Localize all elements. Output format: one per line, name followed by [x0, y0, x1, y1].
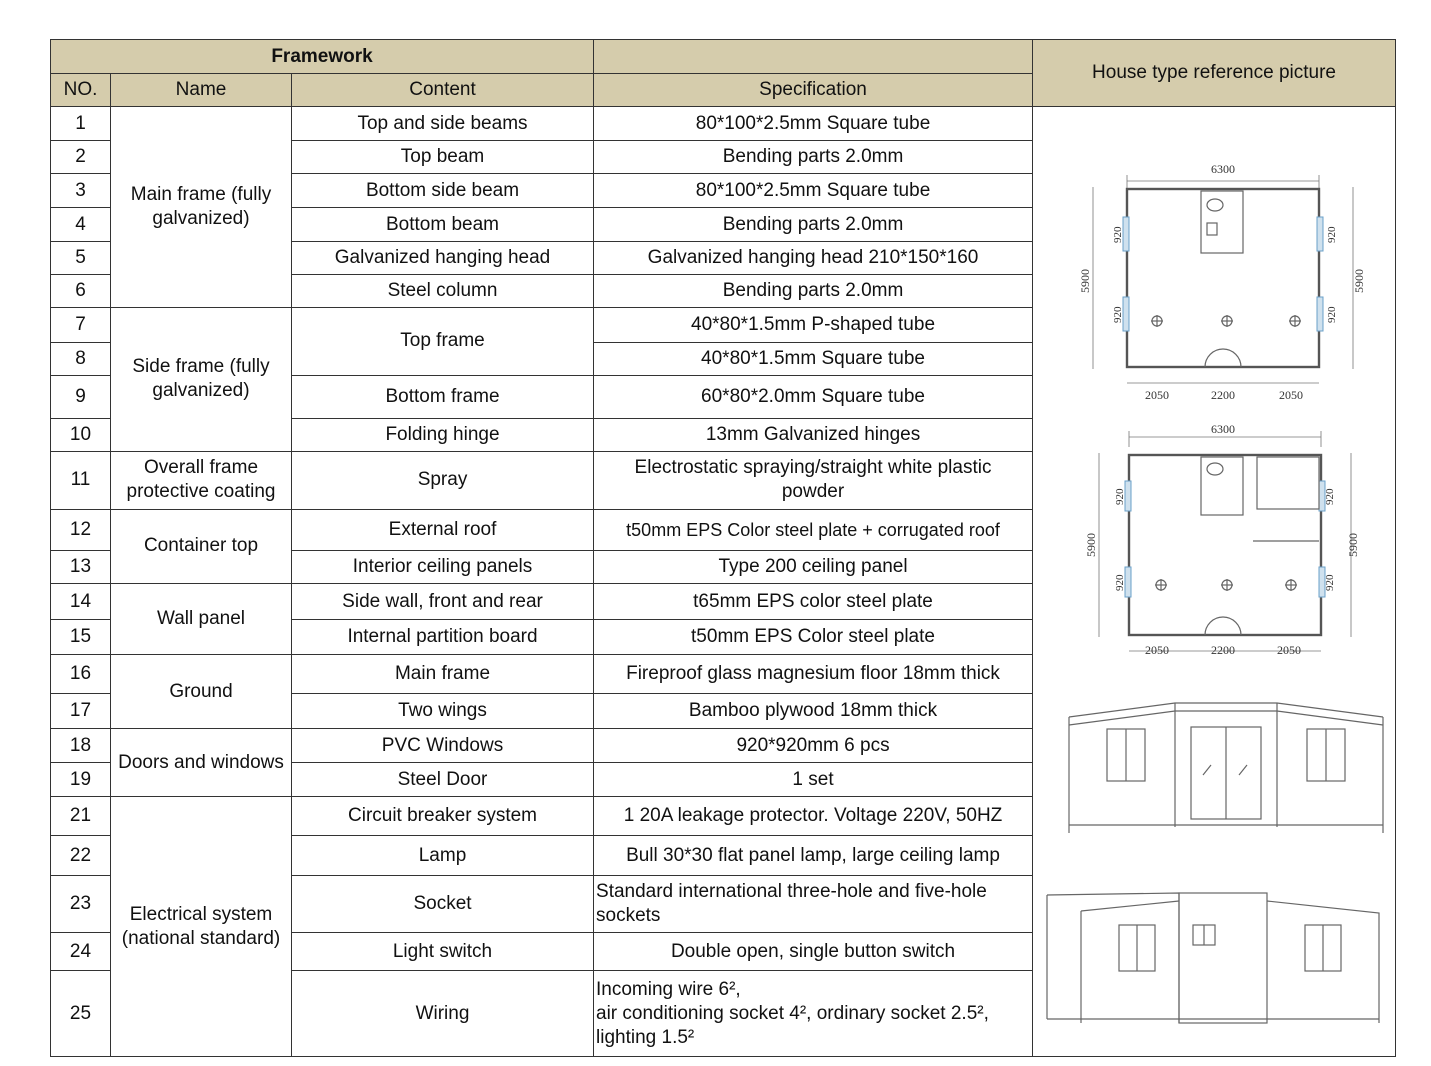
- row-no: 11: [51, 451, 111, 509]
- row-no: 8: [51, 342, 111, 375]
- row-no: 23: [51, 876, 111, 933]
- row-content: Spray: [292, 451, 594, 509]
- plan1-seg-right: 2050: [1279, 388, 1304, 402]
- no-header: NO.: [51, 74, 111, 107]
- row-content: Steel column: [292, 275, 594, 308]
- row-no: 5: [51, 242, 111, 275]
- row-spec: 1 20A leakage protector. Voltage 220V, 50HZ: [594, 797, 1033, 836]
- content-header: Content: [292, 74, 594, 107]
- plan2-window-label: 920: [1114, 488, 1127, 505]
- row-no: 10: [51, 418, 111, 451]
- plan2-window-label: 920: [1324, 488, 1337, 505]
- row-no: 3: [51, 174, 111, 208]
- row-spec: t50mm EPS Color steel plate: [594, 620, 1033, 655]
- row-no: 17: [51, 694, 111, 729]
- row-no: 25: [51, 971, 111, 1057]
- row-spec: Type 200 ceiling panel: [594, 550, 1033, 583]
- row-spec: t50mm EPS Color steel plate + corrugated roof: [594, 509, 1033, 550]
- row-content: Folding hinge: [292, 418, 594, 451]
- row-content: Wiring: [292, 971, 594, 1057]
- row-content: Light switch: [292, 933, 594, 971]
- group-name-electrical: Electrical system (national standard): [111, 797, 292, 1057]
- row-spec: Bamboo plywood 18mm thick: [594, 694, 1033, 729]
- row-no: 24: [51, 933, 111, 971]
- row-spec: t65mm EPS color steel plate: [594, 583, 1033, 620]
- framework-header: Framework: [51, 40, 594, 74]
- plan2-window-label: 920: [1114, 574, 1127, 591]
- row-content: PVC Windows: [292, 729, 594, 763]
- row-content: Top frame: [292, 308, 594, 376]
- group-name-ground: Ground: [111, 655, 292, 729]
- group-name-main-frame: Main frame (fully galvanized): [111, 107, 292, 308]
- house-type-pictures: [1033, 107, 1396, 1057]
- plan1-seg-left: 2050: [1145, 388, 1170, 402]
- row-spec: 80*100*2.5mm Square tube: [594, 107, 1033, 141]
- reference-picture-header: House type reference picture: [1033, 40, 1396, 107]
- group-name-container-top: Container top: [111, 509, 292, 583]
- row-no: 13: [51, 550, 111, 583]
- row-no: 15: [51, 620, 111, 655]
- row-content: Top beam: [292, 141, 594, 174]
- row-no: 14: [51, 583, 111, 620]
- plan2-depth-left: 5900: [1084, 533, 1099, 557]
- row-spec: 13mm Galvanized hinges: [594, 418, 1033, 451]
- plan1-seg-mid: 2200: [1211, 388, 1236, 402]
- plan2-seg-right: 2050: [1277, 643, 1302, 657]
- plan1-window-label: 920: [1326, 226, 1339, 243]
- specification-header: Specification: [594, 74, 1033, 107]
- row-spec: 40*80*1.5mm P-shaped tube: [594, 308, 1033, 343]
- group-name-wall-panel: Wall panel: [111, 583, 292, 655]
- house-drawings: [1033, 107, 1395, 1049]
- name-header: Name: [111, 74, 292, 107]
- row-spec: Bending parts 2.0mm: [594, 141, 1033, 174]
- spec-table: [50, 39, 1396, 1057]
- row-content: Two wings: [292, 694, 594, 729]
- front-elevation: [1069, 703, 1383, 833]
- row-no: 22: [51, 836, 111, 876]
- row-content: Bottom frame: [292, 375, 594, 418]
- row-content: Internal partition board: [292, 620, 594, 655]
- row-no: 2: [51, 141, 111, 174]
- row-no: 7: [51, 308, 111, 343]
- plan1-window-label: 920: [1112, 226, 1125, 243]
- row-spec: Bending parts 2.0mm: [594, 275, 1033, 308]
- row-content: Bottom side beam: [292, 174, 594, 208]
- plan2-window-label: 920: [1324, 574, 1337, 591]
- group-name-side-frame: Side frame (fully galvanized): [111, 308, 292, 452]
- blank-header-cell: [594, 40, 1033, 74]
- row-no: 19: [51, 763, 111, 797]
- row-no: 9: [51, 375, 111, 418]
- group-name-protective-coating: Overall frame protective coating: [111, 451, 292, 509]
- row-content: Top and side beams: [292, 107, 594, 141]
- plan1-depth-right: 5900: [1352, 269, 1367, 293]
- row-content: Socket: [292, 876, 594, 933]
- row-content: Side wall, front and rear: [292, 583, 594, 620]
- row-spec: Incoming wire 6², air conditioning socket 4², ordinary socket 2.5², lighting 1.5²: [594, 971, 1033, 1057]
- row-spec: Standard international three-hole and five-hole sockets: [594, 876, 1033, 933]
- row-content: Galvanized hanging head: [292, 242, 594, 275]
- plan2-seg-left: 2050: [1145, 643, 1170, 657]
- plan1-window-label: 920: [1112, 306, 1125, 323]
- row-spec: 60*80*2.0mm Square tube: [594, 375, 1033, 418]
- row-spec: Fireproof glass magnesium floor 18mm thick: [594, 655, 1033, 694]
- group-name-doors-windows: Doors and windows: [111, 729, 292, 797]
- row-spec: Galvanized hanging head 210*150*160: [594, 242, 1033, 275]
- row-spec: Bending parts 2.0mm: [594, 208, 1033, 242]
- row-spec: 40*80*1.5mm Square tube: [594, 342, 1033, 375]
- plan1-window-label: 920: [1326, 306, 1339, 323]
- row-no: 12: [51, 509, 111, 550]
- plan2-width-label: 6300: [1211, 422, 1236, 436]
- row-content: Bottom beam: [292, 208, 594, 242]
- row-no: 18: [51, 729, 111, 763]
- row-spec: 1 set: [594, 763, 1033, 797]
- row-no: 6: [51, 275, 111, 308]
- row-no: 21: [51, 797, 111, 836]
- row-no: 16: [51, 655, 111, 694]
- row-spec: Bull 30*30 flat panel lamp, large ceiling lamp: [594, 836, 1033, 876]
- row-spec: 80*100*2.5mm Square tube: [594, 174, 1033, 208]
- row-content: Circuit breaker system: [292, 797, 594, 836]
- row-content: Steel Door: [292, 763, 594, 797]
- floor-plan-1: [1078, 162, 1366, 402]
- floor-plan-2: [1084, 422, 1360, 657]
- row-content: Interior ceiling panels: [292, 550, 594, 583]
- row-content: Lamp: [292, 836, 594, 876]
- row-spec: 920*920mm 6 pcs: [594, 729, 1033, 763]
- row-spec: Double open, single button switch: [594, 933, 1033, 971]
- side-elevation: [1047, 893, 1379, 1023]
- row-content: External roof: [292, 509, 594, 550]
- plan2-seg-mid: 2200: [1211, 643, 1236, 657]
- row-content: Main frame: [292, 655, 594, 694]
- plan2-depth-right: 5900: [1346, 533, 1361, 557]
- row-no: 1: [51, 107, 111, 141]
- plan1-depth-left: 5900: [1078, 269, 1093, 293]
- row-no: 4: [51, 208, 111, 242]
- row-spec: Electrostatic spraying/straight white plastic powder: [594, 451, 1033, 509]
- plan1-width-label: 6300: [1211, 162, 1236, 176]
